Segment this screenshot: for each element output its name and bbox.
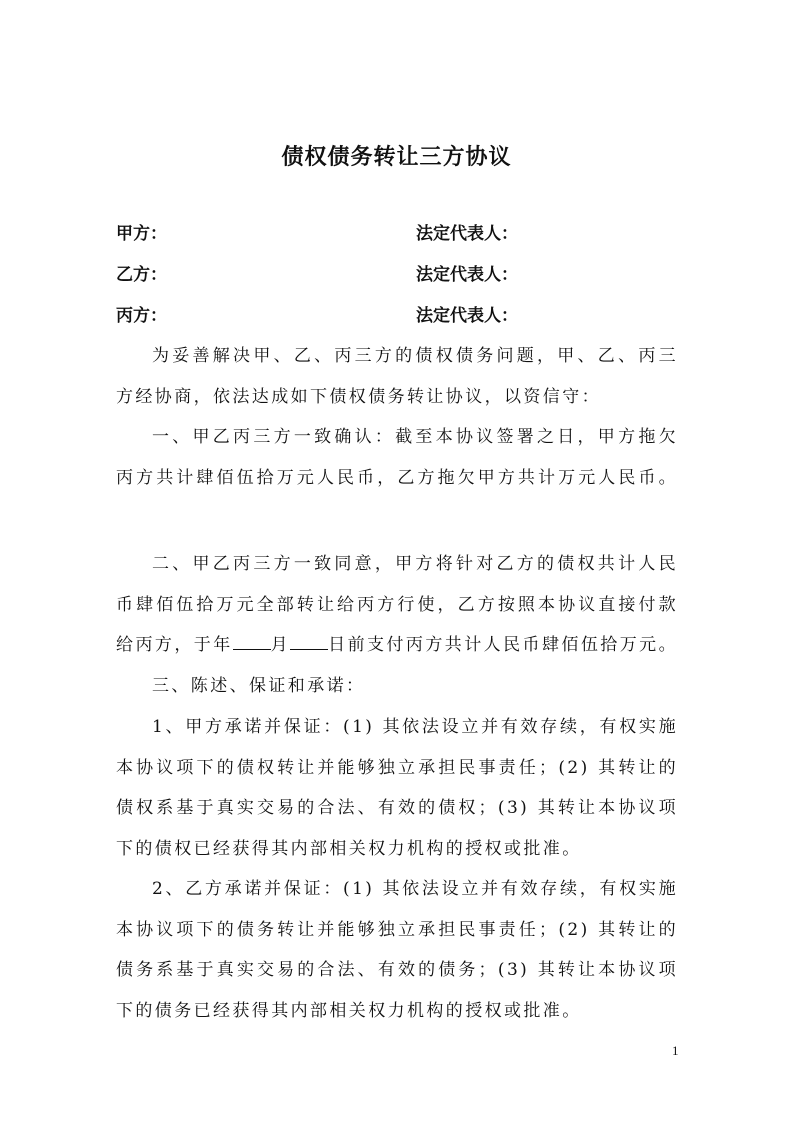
clause-2-line-3 <box>116 625 678 666</box>
clause-2-paragraph <box>116 544 678 666</box>
party-c-representative-label: 法定代表人： <box>416 306 518 326</box>
clause-3-item-2 <box>116 869 678 1031</box>
clause-2-line-1: 二、甲乙丙三方一致同意，甲方将针对乙方的债权共计人民 <box>152 554 678 574</box>
party-a-representative-label: 法定代表人： <box>416 224 518 244</box>
item-1-line-4: 下的债权已经获得其内部相关权力机构的授权或批准。 <box>116 838 582 859</box>
item-2-line-1: 2、乙方承诺并保证：(1) 其依法设立并有效存续，有权实施 <box>152 879 678 899</box>
clause-1-paragraph <box>116 417 678 498</box>
party-a-row <box>116 219 676 249</box>
item-2-line-2: 本协议项下的债务转让并能够独立承担民事责任；(2) 其转让的 <box>116 919 678 940</box>
clause-1-line-1: 一、甲乙丙三方一致确认：截至本协议签署之日，甲方拖欠 <box>152 427 678 447</box>
party-a-label: 甲方： <box>116 224 167 244</box>
clause-2-line-3-part-b: 月 <box>270 635 291 655</box>
clause-3-heading-paragraph <box>116 666 678 707</box>
intro-paragraph <box>116 336 678 417</box>
intro-line-2: 方经协商，依法达成如下债权债务转让协议，以资信守： <box>116 386 601 407</box>
clause-2-line-3-part-a: 给丙方，于年 <box>116 635 233 655</box>
year-blank <box>233 631 271 650</box>
item-1-line-3: 债权系基于真实交易的合法、有效的债权；(3) 其转让本协议项 <box>116 798 678 818</box>
clause-3-heading: 三、陈述、保证和承诺： <box>152 676 366 696</box>
party-c-row <box>116 301 676 331</box>
party-c-label: 丙方： <box>116 306 167 326</box>
party-b-row <box>116 260 676 290</box>
party-b-representative-label: 法定代表人： <box>416 265 518 285</box>
party-b-label: 乙方： <box>116 265 167 285</box>
item-2-line-3: 债务系基于真实交易的合法、有效的债务；(3) 其转让本协议项 <box>116 960 678 980</box>
document-title: 债权债务转让三方协议 <box>281 145 512 170</box>
month-blank <box>290 631 328 650</box>
clause-1-line-2: 丙方共计肆佰伍拾万元人民币，乙方拖欠甲方共计万元人民币。 <box>116 467 678 488</box>
clause-3-item-1 <box>116 707 678 869</box>
clause-2-line-2: 币肆佰伍拾万元全部转让给丙方行使，乙方按照本协议直接付款 <box>116 594 678 615</box>
item-2-line-4: 下的债务已经获得其内部相关权力机构的授权或批准。 <box>116 1000 582 1021</box>
item-1-line-2: 本协议项下的债权转让并能够独立承担民事责任；(2) 其转让的 <box>116 757 678 778</box>
item-1-line-1: 1、甲方承诺并保证：(1) 其依法设立并有效存续，有权实施 <box>152 717 678 737</box>
intro-line-1: 为妥善解决甲、乙、丙三方的债权债务问题，甲、乙、丙三 <box>152 346 678 366</box>
page-number: 1 <box>672 1043 679 1058</box>
clause-2-line-3-part-c: 日前支付丙方共计人民币肆佰伍拾万元。 <box>328 635 679 655</box>
